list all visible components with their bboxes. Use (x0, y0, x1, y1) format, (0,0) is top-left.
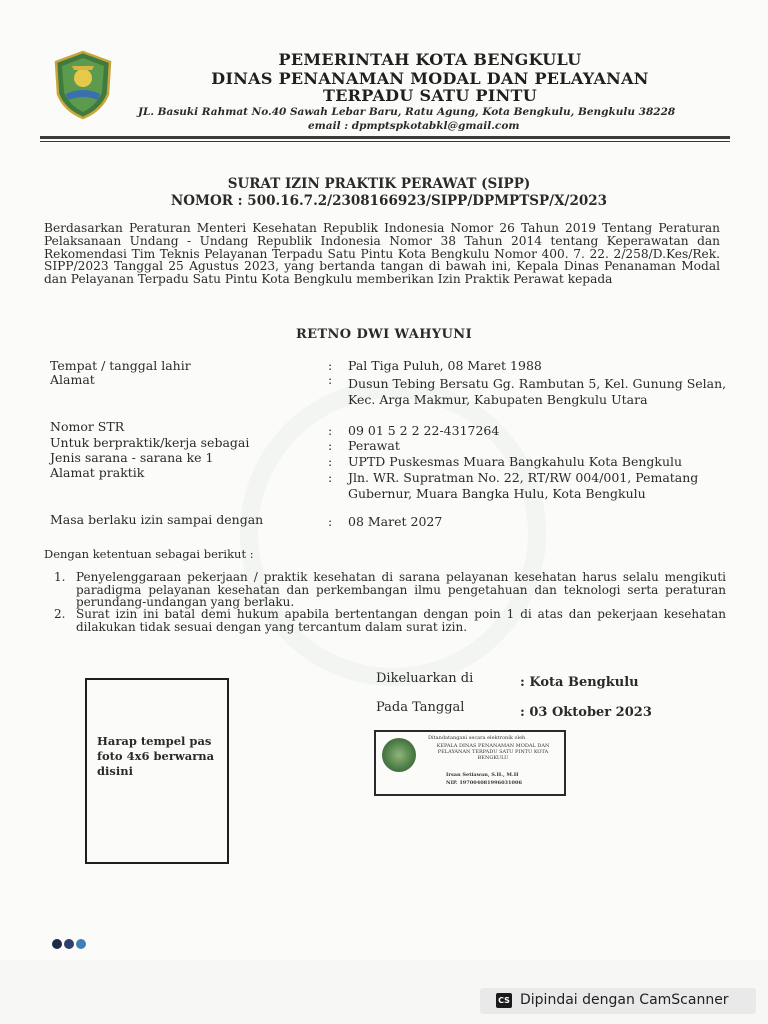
header-government: PEMERINTAH KOTA BENGKULU (278, 50, 582, 69)
field-label: Jenis sarana - sarana ke 1 (50, 450, 214, 465)
condition-number: 2. (54, 607, 66, 621)
field-colon: : (328, 454, 333, 469)
field-value: UPTD Puskesmas Muara Bangkahulu Kota Bengkulu (348, 454, 683, 469)
field-colon: : (328, 438, 333, 453)
field-label: Alamat praktik (50, 465, 145, 480)
field-value: 08 Maret 2027 (348, 514, 443, 529)
field-value: Jln. WR. Supratman No. 22, RT/RW 004/001, Pematang Gubernur, Muara Bangka Hulu, Kota Bengkulu (348, 470, 699, 501)
header-divider-thick (40, 136, 730, 139)
footer-certification-logos (52, 934, 88, 953)
photo-placeholder-box (85, 678, 229, 864)
holder-name: RETNO DWI WAHYUNI (295, 327, 473, 342)
camscanner-icon: CS (496, 993, 512, 1008)
field-colon: : (328, 372, 333, 387)
field-label: Untuk berpraktik/kerja sebagai (50, 435, 250, 450)
issued-place-value: : Kota Bengkulu (520, 675, 639, 690)
header-agency-cont: TERPADU SATU PINTU (322, 86, 537, 105)
certification-logo-icon (52, 939, 62, 949)
field-colon: : (328, 358, 333, 373)
conditions-heading: Dengan ketentuan sebagai berikut : (44, 547, 254, 561)
field-colon: : (328, 470, 333, 485)
esign-signer: Irsan Setiawan, S.H., M.H (446, 772, 519, 778)
issued-date-value: : 03 Oktober 2023 (520, 705, 652, 720)
field-label: Nomor STR (50, 419, 125, 434)
condition-text: Penyelenggaraan pekerjaan / praktik kesehatan di sarana pelayanan kesehatan harus selalu mengikuti paradigma pelayanan kesehatan dan perkembangan ilmu pengetahuan dan teknologi serta peraturan perundang-undangan yang berlaku. (76, 570, 726, 609)
field-value: Pal Tiga Puluh, 08 Maret 1988 (348, 358, 542, 373)
field-value: Perawat (348, 438, 400, 453)
header-email: email : dpmptspkotabkl@gmail.com (308, 120, 520, 132)
document-title: SURAT IZIN PRAKTIK PERAWAT (SIPP) (227, 176, 531, 192)
esign-office: KEPALA DINAS PENANAMAN MODAL DAN PELAYANAN TERPADU SATU PINTU KOTA BENGKULU (436, 743, 550, 761)
header-agency: DINAS PENANAMAN MODAL DAN PELAYANAN (211, 69, 649, 88)
certification-logo-icon (76, 939, 86, 949)
esign-statement: Ditandatangani secara elektronik oleh (428, 735, 526, 741)
esign-nip: NIP. 197004081996031006 (446, 780, 522, 786)
document-number: NOMOR : 500.16.7.2/2308166923/SIPP/DPMPTSP/X/2023 (170, 193, 608, 209)
city-emblem-logo (52, 50, 114, 120)
field-label: Masa berlaku izin sampai dengan (50, 512, 264, 527)
field-colon: : (328, 514, 333, 529)
photo-placeholder-text: Harap tempel pas foto 4x6 berwarna disini (97, 734, 215, 778)
field-label: Alamat (50, 372, 95, 387)
field-value: Dusun Tebing Bersatu Gg. Rambutan 5, Kel. Gunung Selan, Kec. Arga Makmur, Kabupaten Bengkulu Utara (348, 376, 727, 407)
electronic-signature-box (374, 730, 566, 796)
header-divider-thin (40, 141, 730, 142)
field-label: Tempat / tanggal lahir (50, 358, 191, 373)
header-address: JL. Basuki Rahmat No.40 Sawah Lebar Baru, Ratu Agung, Kota Bengkulu, Bengkulu 38228 (138, 106, 676, 118)
condition-text: Surat izin ini batal demi hukum apabila bertentangan dengan poin 1 di atas dan pekerjaan kesehatan dilakukan tidak sesuai dengan yang tercantum dalam surat izin. (76, 607, 726, 634)
field-colon: : (328, 423, 333, 438)
camscanner-text: Dipindai dengan CamScanner (520, 992, 729, 1008)
issued-place-label: Dikeluarkan di (376, 671, 474, 686)
official-seal-icon (382, 738, 416, 772)
field-value: 09 01 5 2 2 22-4317264 (348, 423, 500, 438)
issued-date-label: Pada Tanggal (376, 700, 465, 715)
intro-paragraph: Berdasarkan Peraturan Menteri Kesehatan Republik Indonesia Nomor 26 Tahun 2019 Tentang Peraturan Pelaksanaan Undang - Undang Republik Indonesia Nomor 38 Tahun 2014 tentang Keperawatan dan Rekomendasi Tim Teknis Pelayanan Terpadu Satu Pintu Kota Bengkulu Nomor 400. 7. 22. 2/258/D.Kes/Rek. SIPP/2023 Tanggal 25 Agustus 2023, yang bertanda tangan di bawah ini, Kepala Dinas Penanaman Modal dan Pelayanan Terpadu Satu Pintu Kota Bengkulu memberikan Izin Praktik Perawat kepada (44, 221, 720, 287)
certification-logo-icon (64, 939, 74, 949)
camscanner-watermark (480, 988, 756, 1014)
condition-number: 1. (54, 570, 66, 584)
